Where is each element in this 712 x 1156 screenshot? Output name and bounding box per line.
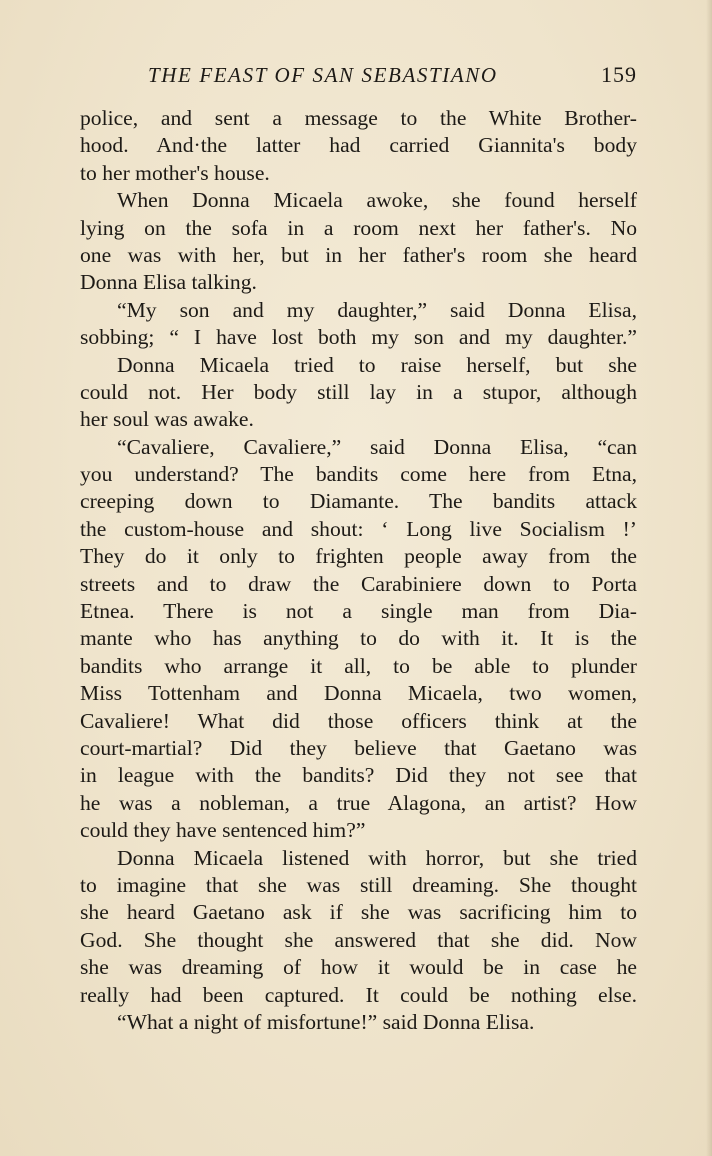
- text-line: creeping down to Diamante. The bandits attack: [80, 489, 637, 514]
- text-line: the custom-house and shout: ‘ Long live Socialism !’: [80, 516, 637, 541]
- text-line: she was dreaming of how it would be in case he: [80, 955, 637, 980]
- text-line: Cavaliere! What did those officers think at the: [80, 708, 637, 733]
- text-line: you understand? The bandits come here from Etna,: [80, 462, 637, 487]
- text-line: Etnea. There is not a single man from Dia-: [80, 599, 637, 624]
- text-line: They do it only to frighten people away from the: [80, 544, 637, 569]
- text-line: she heard Gaetano ask if she was sacrificing him to: [80, 900, 637, 925]
- text-line: one was with her, but in her father's room she heard: [80, 242, 637, 267]
- page-number: 159: [601, 62, 637, 87]
- running-title: THE FEAST OF SAN SEBASTIANO: [148, 63, 498, 87]
- text-line: Donna Micaela tried to raise herself, but she: [117, 352, 637, 377]
- page-edge-shadow: [706, 0, 712, 1156]
- running-head: [80, 60, 637, 90]
- text-line: could they have sentenced him?”: [80, 818, 366, 843]
- text-line: God. She thought she answered that she did. Now: [80, 927, 637, 952]
- text-line: to her mother's house.: [80, 160, 270, 185]
- text-line: “What a night of misfortune!” said Donna Elisa.: [117, 1009, 535, 1034]
- text-line: “My son and my daughter,” said Donna Elisa,: [117, 297, 637, 322]
- text-line: mante who has anything to do with it. It is the: [80, 626, 637, 651]
- text-line: streets and to draw the Carabiniere down to Porta: [80, 571, 637, 596]
- body-text: [80, 105, 637, 1036]
- text-line: sobbing; “ I have lost both my son and my daughter.”: [80, 325, 637, 350]
- text-line: Miss Tottenham and Donna Micaela, two women,: [80, 681, 637, 706]
- text-line: Donna Micaela listened with horror, but she tried: [117, 845, 637, 870]
- text-line: in league with the bandits? Did they not see that: [80, 763, 637, 788]
- text-line: police, and sent a message to the White Brother-: [80, 106, 637, 130]
- text-line: When Donna Micaela awoke, she found herself: [117, 188, 637, 213]
- text-line: “Cavaliere, Cavaliere,” said Donna Elisa, “can: [117, 434, 637, 459]
- text-line: hood. And·the latter had carried Giannita's body: [80, 133, 637, 158]
- text-line: her soul was awake.: [80, 407, 254, 432]
- text-line: court-martial? Did they believe that Gaetano was: [80, 735, 637, 760]
- text-line: really had been captured. It could be nothing else.: [80, 982, 637, 1007]
- text-line: bandits who arrange it all, to be able to plunder: [80, 653, 637, 678]
- text-line: lying on the sofa in a room next her father's. No: [80, 215, 637, 240]
- text-line: he was a nobleman, a true Alagona, an artist? How: [80, 790, 637, 815]
- text-line: to imagine that she was still dreaming. She thought: [80, 872, 637, 897]
- text-line: Donna Elisa talking.: [80, 270, 257, 295]
- text-line: could not. Her body still lay in a stupor, although: [80, 379, 637, 404]
